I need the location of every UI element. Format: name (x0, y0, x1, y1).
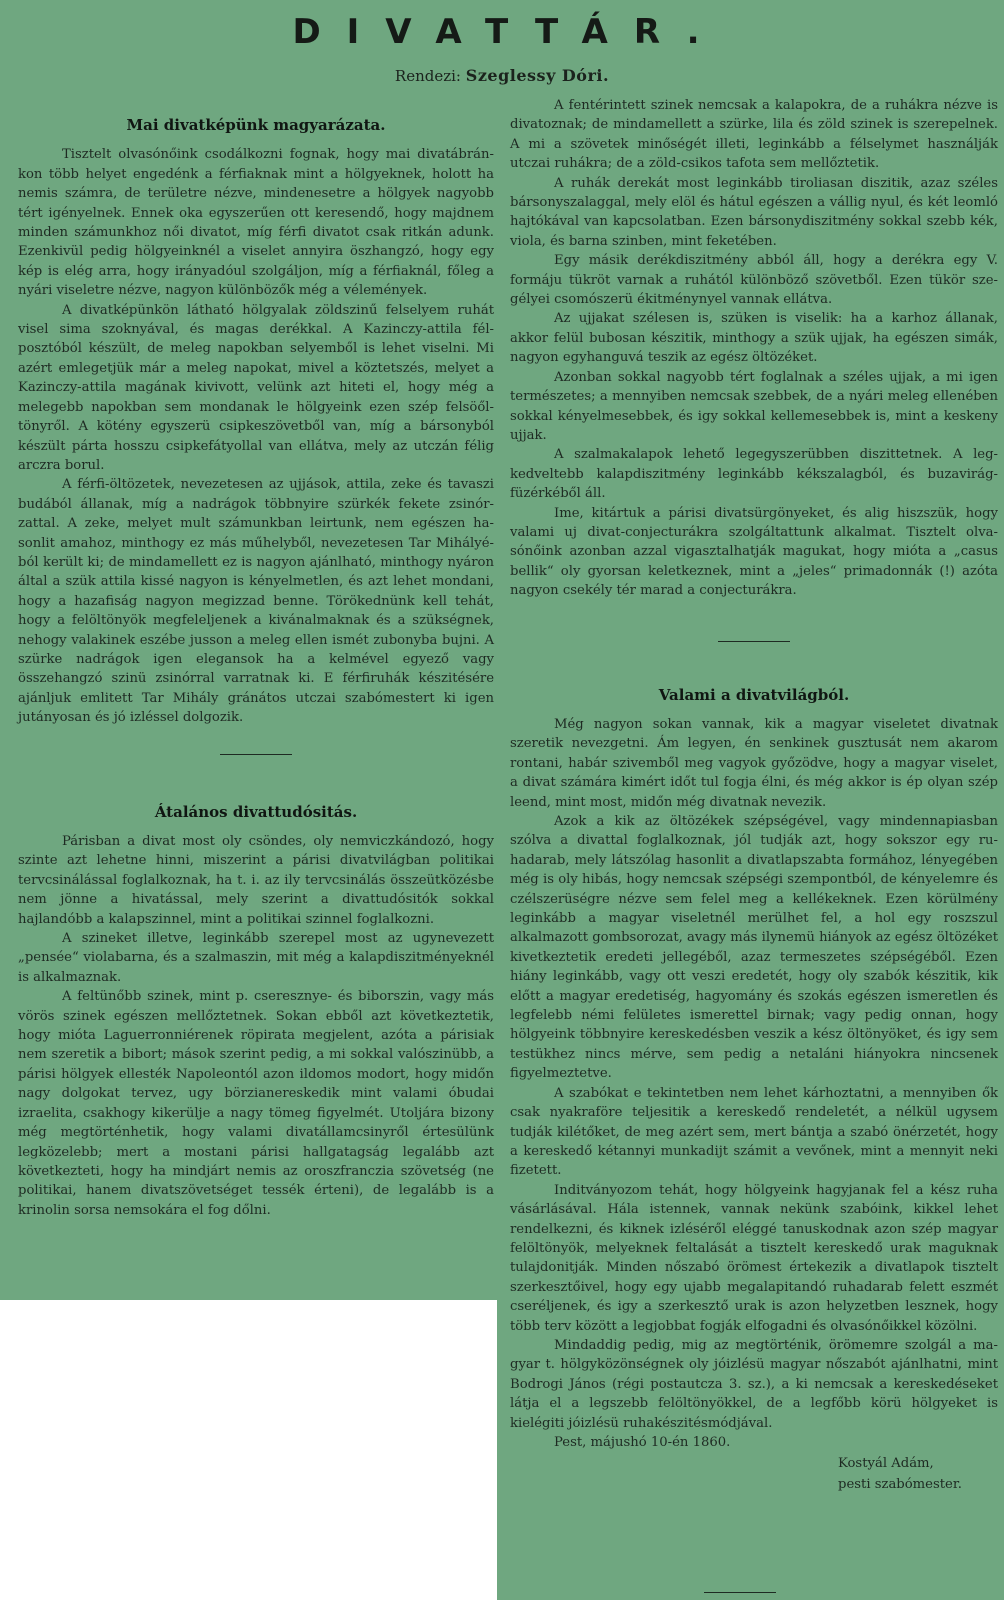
editor-name: Szeglessy Dóri. (465, 66, 610, 85)
paragraph: A ruhák derekát most leginkább tiroliasan diszitik, azaz széles bársonyszalaggal, mely elöl és hátul egészen a vállig nyul, és két leomló hajtókával van kapcsolatban. Ezen bársonydiszitmény sokkal szebb kék, viola, és barna szinben, mint feketében. (510, 175, 998, 249)
paragraph: Még nagyon sokan vannak, kik a magyar viseletet divatnak szeretik nevezgetni. Ám legyen, én senkinek gusztusát nem akarom rontani, habár szivemből meg vagyok győzödve, hogy a magyar viselet, a divat számára kimért időt tul fogja élni, és még akkor is ép olyan szép leend, mint most, midőn még divatnak nevezik. (510, 716, 998, 810)
paragraph: Az ujjakat szélesen is, szüken is viselik: ha a karhoz állanak, akkor felül bubosan készitik, minthogy a szük ujjak, ha egészen simák, nagyon egyhanguvá teszik az egész öltözéket. (510, 311, 998, 366)
paragraph: A férfi-öltözetek, nevezetesen az ujjások, attila, zeke és tavaszi budából állanak, míg a nadrágok többnyire szürkék fekete zsinórzattal. A zeke, melyet mult számunkban leirtunk, nem egészen hasonlit amahoz, minthogy ez más műhelyből, nevezetesen Tar Mihályéból került ki; de mindamellett ez is nagyon ajánlható, minthogy nyáron által a szük attila kissé nagyon is kényelmetlen, és azt lehet mondani, hogy a hazafiság nagyon megizzad benne. Törökednünk kell tehát, hogy a felöltönyök megfeleljenek a kivánalmaknak és a szükségnek, nehogy valakinek eszébe jusson a meleg ellen ismét zubonyba bujni. A szürke nadrágok igen elegansok ha a kelmével egyező vagy összehangzó szinü zsinórral varratnak ki. E férfiruhák készitésére ajánljuk emlitett Tar Mihály gránátos utczai szabómestert ki igen jutányosan és jó izléssel dolgozik. (18, 477, 494, 726)
paragraph: Azok a kik az öltözékek szépségével, vagy mindennapiasban szólva a divattal foglalkoznak, jól tudják azt, hogy sokszor egy ruhadarab, mely látszólag hasonlit a divatlapszabta formához, lényegében még is oly hibás, hogy nemcsak szépségi szempontból, de kényelemre és czélszerüségre nézve sem felel meg a kellékeknek. Ezen körülmény leginkább a magyar viseletnél merülhet fel, a hol egy roszszul alkalmazott gombsorozat, avagy más ilynemü hiányok az egész öltözéket kivetkeztetik eredeti jellegéből, azaz termeszetes szépségéből. Ezen hiány leginkább, vagy ott veszi eredetét, hogy oly szabók készitik, kik előtt a magyar eredetiség, hagyomány és szokás egészen ismeretlen és legfelebb némi felületes ismerettel birnak; vagy pedig onnan, hogy hölgyeink többnyire kereskedésben veszik a kész öltönyöket, és igy sem testükhez nincs mérve, sem pedig a netaláni hiányokra nincsenek figyelmeztetve. (510, 814, 998, 1082)
place-date: Pest, májushó 10-én 1860. (554, 1435, 731, 1450)
paragraph: A szabókat e tekintetben nem lehet kárhoztatni, a mennyiben ők csak nyakraföre teljesitik a kereskedő rendeletét, a nélkül ugysem tudják kilétőket, de meg azért sem, mert bántja a szabó önérzetét, hogy a kereskedő kétannyi munkadijt számit a vevőnek, mint a mennyit neki fizetett. (510, 1085, 998, 1179)
paragraph: Inditványozom tehát, hogy hölgyeink hagyjanak fel a kész ruha vásárlásával. Hála istennek, vannak nekünk szabóink, kikkel lehet rendelkezni, és kiknek izléséről eléggé tanuskodnak azon szép magyar felöltönyök, melyeknek feltalását a tisztelt kereskedő urak maguknak tulajdonitják. Minden nőszabó örömest értekezik a divatlapok tisztelt szerkesztőivel, hogy egy ujabb megalapitandó ruhadarab felett eszmét cseréljenek, és igy a szerkesztő urak is azon helyzetben lesznek, hogy több terv között a legjobbat fogják elfogadni és olvasónőikkel közölni. (510, 1182, 998, 1334)
signature-name: Kostyál Adám, (838, 1456, 934, 1472)
signature-title: pesti szabómester. (838, 1477, 962, 1493)
paragraph: A divatképünkön látható hölgyalak zöldszinű felselyem ruhát visel sima szoknyával, és magas derékkal. A Kazinczy-attila félposztóból készült, de meleg napokban selyemből is lehet viselni. Mi azért emlegetjük már a meleg napokat, mivel a köztetszés, melyet a Kazinczy-attila magának kivivott, velünk azt hiteti el, hogy még a melegebb napokban sem mondanak le hölgyeink ezen szép felsöőltönyről. A kötény egyszerü csipkeszövetből van, míg a bársonyból készült párta hosszu csipkefátyollal van ellátva, mely az utczán félig arczra borul. (18, 302, 494, 473)
section-title-atalanos-divattudositas: Átalános divattudósitás. (154, 802, 358, 821)
right-column (510, 96, 998, 1494)
paragraph: Egy másik derékdiszitmény abból áll, hogy a derékra egy V. formáju tükröt varnak a ruhától különböző szövetből. Ezen tükör szegélyei csomószerü ékitménynyel vannak ellátva. (510, 253, 998, 308)
section-divider (220, 754, 292, 755)
section-title-mai-divatkep: Mai divatképünk magyarázata. (126, 116, 386, 134)
paragraph: Ime, kitártuk a párisi divatsürgönyeket, és alig hiszszük, hogy valami uj divat-conjecturákra szolgáltattunk alkalmat. Tisztelt olvasónőink azonban azzal vigasztalhatják magukat, hogy mióta a „casus bellik“ oly gyorsan keletkeznek, mint a „jeles“ primadonnák (!) azóta nagyon csekély tér marad a conjecturákra. (510, 505, 998, 599)
editor-label: Rendezi: (394, 67, 461, 85)
editor-line (0, 66, 1004, 85)
paragraph: Tisztelt olvasónőink csodálkozni fognak, hogy mai divatábránkon több helyet engedénk a férfiaknak mint a hölgyeknek, holott ha nemis számra, de területre nézve, mindenesetre a hölgyek nagyobb tért igényelnek. Ennek oka egyszerűen ott keresendő, hogy majdnem minden számunkhoz női divatot, míg férfi divatot csak ritkán adunk. Ezenkivül pedig hölgyeinknél a viselet annyira öszhangzó, hogy egy kép is elég arra, hogy irányadóul szolgáljon, míg a férfiaknál, főleg a nyári viseletre nézve, nagyon különbözők még a vélemények. (18, 147, 494, 299)
paragraph: Párisban a divat most oly csöndes, oly nemviczkándozó, hogy szinte azt lehetne hinni, miszerint a párisi divatvilágban politikai tervcsinálással foglalkoznak, ha t. i. az ily tervcsinálás összeütközésbe nem jönne a hivatással, mely szerint a divattudósitók sokkal hajlandóbb a kalapszinnel, mint a politikai szinnel foglalkozni. (18, 834, 494, 927)
paragraph: A szineket illetve, leginkább szerepel most az ugynevezett „pensée“ violabarna, és a szalmaszin, mit még a kalapdiszitményeknél is alkalmaznak. (18, 931, 494, 985)
section-title-valami-a-divatvilagbol: Valami a divatvilágból. (658, 685, 850, 704)
paragraph: A fentérintett szinek nemcsak a kalapokra, de a ruhákra nézve is divatoznak; de mindamellett a szürke, lila és zöld szinek is szerepelnek. A mi a szövetek minőségét illeti, leginkább a félselymet használják utczai ruhákra; de a zöld-csikos tafota sem mellőztetik. (510, 98, 998, 172)
paragraph: A szalmakalapok lehető legegyszerübben diszittetnek. A legkedveltebb kalapdiszitmény leginkább kékszalagból, és buzavirágfüzérkéből áll. (510, 447, 998, 502)
paragraph: Mindaddig pedig, mig az megtörténik, örömemre szolgál a magyar t. hölgyközönségnek oly jóizlésü magyar nőszabót ajánlhatni, mint Bodrogi János (régi postautcza 3. sz.), a ki nemcsak a kereskedéseket látja el a legszebb felöltönyökkel, de a legfőbb körü hölgyeket is kielégiti jóizlésü ruhakészitésmódjával. (510, 1337, 998, 1431)
masthead-title: DIVATTÁR. (292, 12, 726, 52)
paragraph: Azonban sokkal nagyobb tért foglalnak a széles ujjak, a mi igen természetes; a mennyiben nemcsak szebbek, de a nyári meleg ellenében sokkal kényelmesebbek, és igy sokkal kellemesebbek is, mint a keskeny ujjak. (510, 369, 998, 443)
paragraph: A feltünőbb szinek, mint p. cseresznye- és biborszin, vagy más vörös szinek egészen mellőztetnek. Sokan ebből azt következtetik, hogy mióta Laguerronniérenek röpirata megjelent, azóta a párisiak nem szeretik a bibort; mások szerint pedig, a mi sokkal valószinübb, a párisi hölgyek ellesték Napoleontól azon ildomos modort, hogy midőn nagy dolgokat tervez, ugy börzianereskedik mint valami óbudai izraelita, csakhogy kikerülje a nagy tömeg figyelmét. Utoljára bizony még megtörténhetik, hogy valami divatállamcsinyről értesülünk legközelebb; mert a mostani párisi hallgatagság legalább azt következteti, hogy ha mindjárt nemis az oroszfranczia szövetség (ne politikai, hanem divatszövetséget tessék érteni), de legalább is a krinolin sorsa nemsokára el fog dőlni. (18, 989, 494, 1218)
section-divider (718, 641, 790, 642)
closing-divider (704, 1592, 776, 1593)
left-column (18, 116, 494, 1220)
